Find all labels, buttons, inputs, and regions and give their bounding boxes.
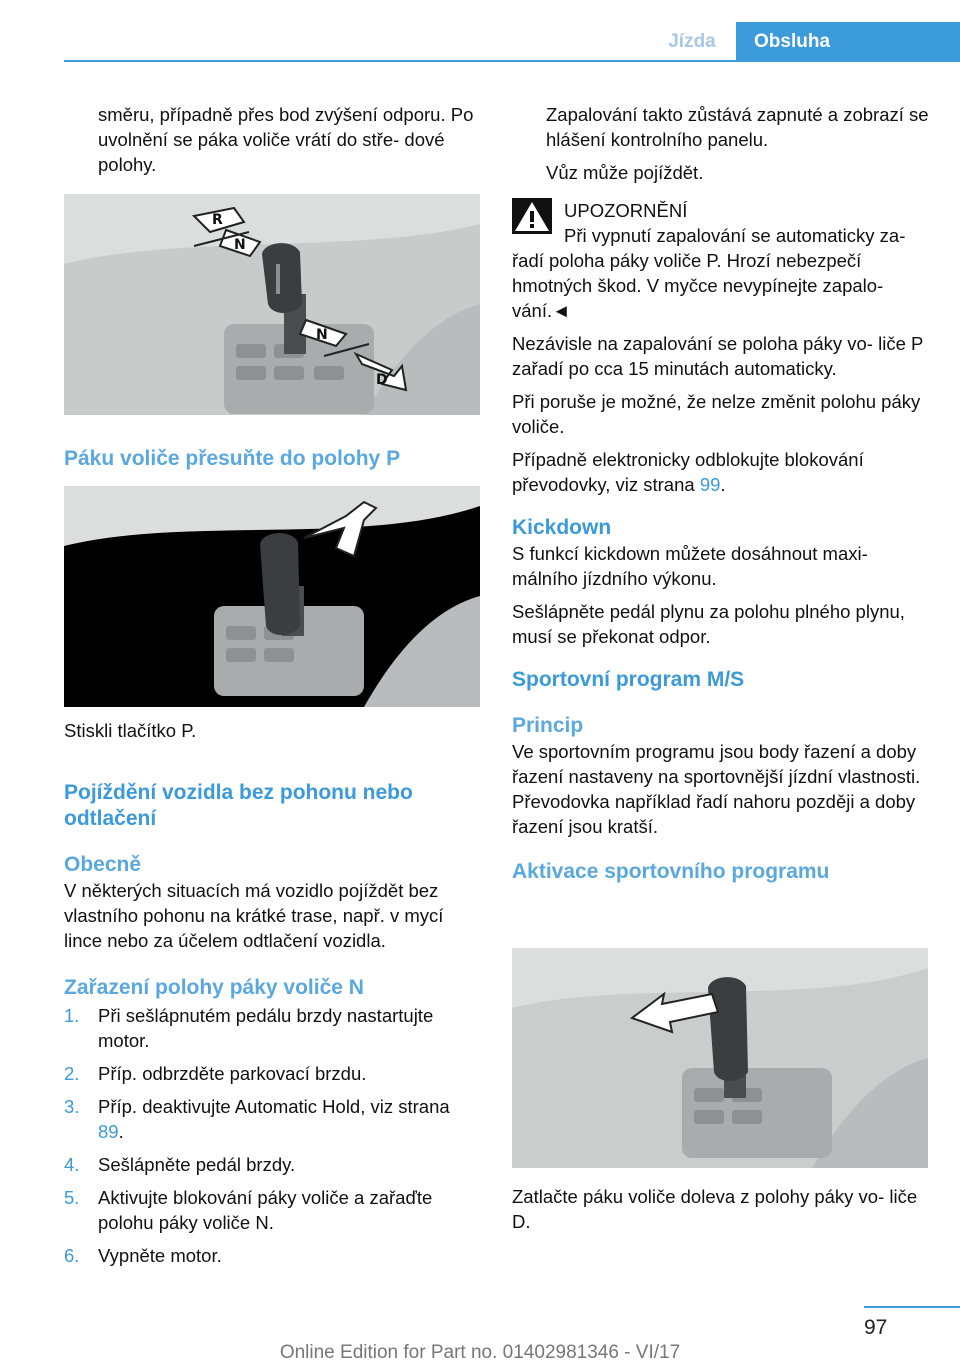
heading-princip: Princip: [512, 714, 584, 737]
heading-aktivace: Aktivace sportovního programu: [512, 860, 830, 883]
caption-aktivace: Zatlačte páku voliče doleva z polohy páky vo- liče D.: [512, 1186, 918, 1232]
footer-edition: Online Edition for Part no. 01402981346 - VI/17: [279, 1342, 681, 1363]
list-item: 5. Aktivujte blokování páky voliče a zařaďte polohu páky voliče N.: [64, 1187, 433, 1233]
section-pojizdeni: [64, 780, 480, 1276]
page-link-89[interactable]: 89: [98, 1121, 119, 1142]
press-p-button-image: [64, 486, 480, 707]
header-rule: [64, 60, 960, 62]
heading-pojizdeni: Pojíždění vozidla bez pohonu nebo odtlačení: [64, 781, 413, 830]
continued-paragraph: směru, případně přes bod zvýšení odporu. Po uvolnění se páka voliče vrátí do stře- dové polohy.: [98, 104, 474, 175]
heading-kickdown: Kickdown: [512, 516, 612, 539]
warning-text: Při vypnutí zapalování se automaticky za- řadí poloha páky voliče P. Hrozí nebezpečí hmotných škod. V myčce nevypínejte zapalo- vání.◄: [512, 225, 906, 321]
gear-lever-shift-image: [64, 194, 480, 415]
label-n2: N: [316, 327, 328, 343]
label-n1: N: [234, 237, 246, 253]
list-item: 1. Při sešlápnutém pedálu brzdy nastartujte motor.: [64, 1005, 434, 1051]
obecne-text: V některých situacích má vozidlo pojíždět bez vlastního pohonu na krátké trase, např. v mycí lince nebo za účelem odtlačení vozidla.: [64, 880, 444, 951]
list-item: 2. Příp. odbrzděte parkovací brzdu.: [64, 1063, 367, 1084]
warning-triangle-icon: [512, 198, 552, 234]
push-lever-left-image: [512, 948, 928, 1168]
label-d: D: [376, 372, 388, 388]
label-r: R: [212, 212, 223, 228]
list-item: 6. Vypněte motor.: [64, 1245, 222, 1266]
caption-p: Stiskli tlačítko P.: [64, 720, 197, 741]
tab-obsluha: Obsluha: [736, 22, 960, 62]
right-intro: Zapalování takto zůstává zapnuté a zobrazí se hlášení kontrolního panelu. Vůz může pojíždět.: [546, 104, 929, 183]
heading-zarazeni-n: Zařazení polohy páky voliče N: [64, 976, 364, 999]
heading-move-to-p: Páku voliče přesuňte do polohy P: [64, 447, 401, 470]
steps-list: [64, 1003, 480, 1268]
heading-sport-program: Sportovní program M/S: [512, 668, 745, 691]
page-number: 97: [864, 1316, 888, 1339]
heading-obecne: Obecně: [64, 853, 142, 876]
warning-title: UPOZORNĚNÍ: [564, 200, 688, 221]
warning-block: UPOZORNĚNÍ Při vypnutí zapalování se automaticky za- řadí poloha páky voliče P. Hrozí nebezpečí hmotných škod. V myčce nevypínejte zapalo- vání.◄ Nezávisle na zapalování se poloha páky vo- liče P zařadí po cca 15 minutách automaticky. Při poruše je možné, že nelze změnit polohu páky voliče. Případně elektronicky odblokujte blokování převodovky, viz strana 99. Kickdown S funkcí kickdown můžete dosáhnout maxi- málního jízdního výkonu. Sešlápněte pedál plynu za polohu plného plynu, musí se překonat odpor. Sportovní program M/S Princip Ve sportovním programu jsou body řazení a doby řazení nastaveny na sportovnější jízdní vlastnosti. Převodovka například řadí nahoru později a doby řazení jsou kratší. Aktivace sportovního programu: [512, 198, 932, 885]
list-item: 4. Sešlápněte pedál brzdy.: [64, 1154, 296, 1175]
tab-jizda: Jízda: [668, 31, 716, 52]
list-item: 3. Příp. deaktivujte Automatic Hold, viz strana 89.: [64, 1096, 450, 1142]
footer-rule: [864, 1306, 960, 1308]
page-link-99[interactable]: 99: [699, 474, 721, 495]
section-p: [64, 446, 480, 472]
